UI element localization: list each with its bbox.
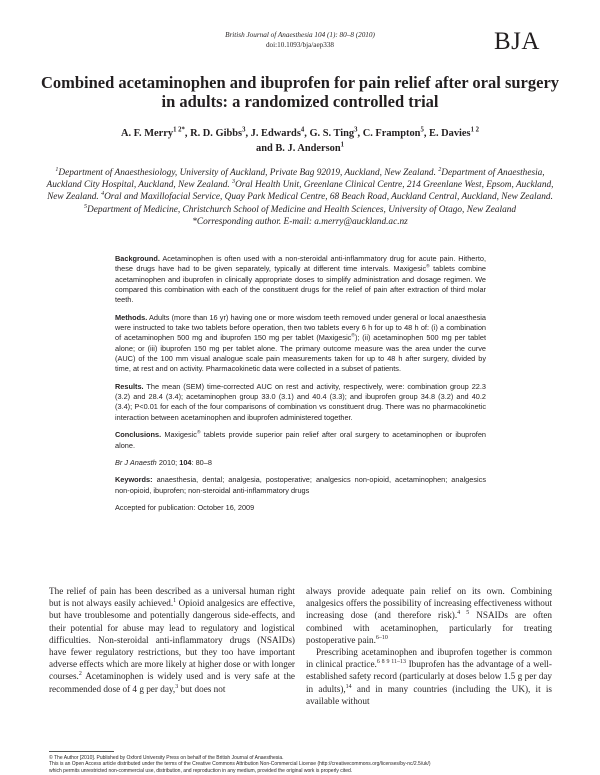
reference-mark: 3: [175, 683, 179, 690]
keywords: [115, 475, 486, 496]
body-paragraph: [49, 585, 295, 695]
affiliation-1: Department of Anaesthesiology, University of Auckland, Private Bag 92019, Auckland, New Zealand.: [58, 168, 436, 178]
author-affiliation-mark: 1 2: [470, 126, 480, 134]
keywords-text: anaesthesia, dental; analgesia, postoperative; analgesics non-opioid, acetaminophen; analgesics non-opioid, ibuprofen; non-steroidal anti-inflammatory drugs: [115, 475, 487, 495]
reference-mark: 4 5: [457, 610, 470, 617]
author-affiliation-mark: 1 2*: [173, 126, 185, 134]
abstract: [115, 254, 486, 520]
copyright-footer: [49, 755, 555, 774]
body-text: but does not: [178, 683, 226, 694]
affiliation-3: Oral Health Unit, Greenlane Clinical Centre, 214 Greenlane West, Epsom, Auckland, New Zealand.: [47, 180, 554, 203]
abstract-conclusions: [115, 430, 486, 451]
journal-logo: BJA: [494, 28, 540, 55]
journal-citation-line: British Journal of Anaesthesia 104 (1): 80–8 (2010): [225, 31, 375, 39]
registered-mark: ®: [196, 430, 201, 436]
corresponding-author: *Corresponding author. E-mail: a.merry@auckland.ac.nz: [192, 216, 408, 227]
body-column-left: [49, 585, 295, 695]
citation-volume: 104: [179, 457, 192, 467]
citation-journal: Br J Anaesth: [115, 457, 157, 467]
body-text: NSAIDs are often combined with acetaminophen, particularly for treating postoperative pain.: [306, 610, 552, 645]
section-label: Keywords:: [115, 475, 153, 485]
body-column-right: [306, 585, 552, 707]
reference-mark: 6 8 9 11–13: [376, 659, 406, 666]
author-name: B. J. Anderson: [275, 143, 341, 154]
body-text: Prescribing acetaminophen and ibuprofen together is common in clinical practice.: [306, 647, 552, 670]
body-paragraph: [306, 646, 552, 707]
author-name: G. S. Ting: [309, 128, 355, 139]
author-affiliation-mark: 5: [420, 126, 424, 134]
author-name: A. F. Merry: [120, 128, 174, 139]
citation-year: 2010;: [156, 457, 180, 467]
author-list: A. F. Merry$^{1 2*}$, R. D. Gibbs$^3$, J. Edwards$^4$, G. S. Ting$^3$, C. Frampton$^5$, E. Davies$^{1 2}$ and B. J. Anderson$^1$: [120, 126, 480, 154]
body-text: always provide adequate pain relief on its own. Combining analgesics offers the possibility of increasing effectiveness without increasing dose (and therefore risk).: [306, 586, 552, 621]
abstract-text: ); (ii) acetaminophen 500 mg per tablet alone; or (iii) ibuprofen 150 mg per tablet alone. The primary outcome measure was the area under the curve (AUC) of the 100 mm visual analogue scale pain measurements taken for up to 48 h after surgery, divided by time, at rest and on activity. Pharmacokinetic data were collected in a subset of patients.: [115, 333, 486, 374]
section-label: Methods.: [115, 312, 148, 322]
abstract-text: tablets provide superior pain relief after oral surgery to acetaminophen or ibuprofen alone.: [115, 430, 486, 450]
abstract-text: Maxigesic: [164, 430, 197, 440]
article-citation: [115, 458, 486, 468]
author-affiliation-mark: 3: [242, 126, 246, 134]
affiliation-number: 1: [55, 166, 59, 173]
body-text: and in many countries (including the UK), it is available without: [306, 683, 552, 706]
affiliation-number: 3: [232, 179, 236, 186]
license-line: This is an Open Access article distributed under the terms of the Creative Commons Attribution Non-Commercial License (http://creativecommons.org/licenses/by-nc/2.5/uk/): [49, 761, 431, 768]
section-label: Results.: [115, 381, 144, 391]
section-label: Conclusions.: [115, 430, 162, 440]
body-text: The relief of pain has been described as a universal human right but is not always easily achieved.: [49, 586, 295, 609]
author-affiliation-mark: 3: [354, 126, 358, 134]
body-paragraph: [306, 585, 552, 646]
accepted-date: Accepted for publication: October 16, 2009: [115, 502, 255, 512]
reference-mark: 14: [345, 683, 352, 690]
body-text: Opioid analgesics are effective, but have troublesome and potentially dangerous side-effects, and their potential for abuse may lead to regulatory and logistical difficulties. Non-steroidal anti-inflammatory drugs (NSAIDs) have fewer regulatory restrictions, but they too have important adverse effects which are more likely at higher dose or with longer courses.: [49, 598, 295, 682]
affiliation-number: 2: [438, 166, 442, 173]
section-label: Background.: [115, 254, 160, 263]
author-conjunction: and: [256, 143, 273, 154]
abstract-methods: [115, 313, 486, 375]
abstract-results: [115, 382, 486, 423]
author-affiliation-mark: 1: [340, 141, 344, 149]
affiliation-number: 4: [101, 191, 105, 198]
author-name: R. D. Gibbs: [190, 128, 243, 139]
affiliation-4: Oral and Maxillofacial Service, Quay Park Medical Centre, 68 Beach Road, Auckland Central, Auckland, New Zealand.: [104, 192, 553, 203]
copyright-line: © The Author [2010]. Published by Oxford University Press on behalf of the British Journal of Anaesthesia.: [49, 755, 284, 761]
registered-mark: ®: [351, 333, 355, 339]
abstract-text: Acetaminophen is often used with a non-steroidal anti-inflammatory drug for acute pain. Hitherto, these drugs have had to be given separately, typically at different time intervals. Maxigesic: [115, 254, 486, 274]
affiliation-2: Department of Anaesthesia, Auckland City Hospital, Auckland, New Zealand.: [46, 168, 545, 191]
author-affiliation-mark: 4: [300, 126, 305, 134]
doi-line: doi:10.1093/bja/aep338: [265, 41, 335, 49]
author-name: C. Frampton: [362, 128, 421, 139]
license-terms-line: which permits unrestricted non-commercial use, distribution, and reproduction in any medium, provided the original work is properly cited.: [49, 767, 353, 774]
abstract-text: The mean (SEM) time-corrected AUC on rest and activity, respectively, were: combination group 22.3 (3.2) and 28.4 (3.4); acetaminophen group 33.0 (3.1) and 40.4 (3.3); and ibuprofen group 34.8 (3.2) and 40.2 (3.4); P<0.01 for each of the four comparisons of combination vs constituent drug. There was no pharmacokinetic interaction between acetaminophen and ibuprofen administered together.: [115, 381, 486, 422]
body-text: Ibuprofen has the advantage of a well-established safety record (particularly at doses below 1.5 g per day in adults),: [306, 659, 552, 694]
author-name: E. Davies: [429, 128, 471, 139]
reference-mark: 1: [173, 598, 177, 605]
abstract-text: tablets combine acetaminophen and ibuprofen in clinically appropriate doses to simplify administration and dosage regimen. We compared this combination with each of the constituent drugs for the relief of pain after extraction of third molar teeth.: [115, 264, 486, 305]
body-text: Acetaminophen is widely used and is very safe at the recommended dose of 4 g per day,: [49, 671, 295, 694]
abstract-text: Adults (more than 16 yr) having one or more wisdom teeth removed under general or local anaesthesia were instructed to take two tablets before operation, then two tablets every 6 h for up to 48 h of: (i) a combination of acetaminophen 500 mg and ibuprofen 150 mg per tablet (Maxigesic: [115, 312, 486, 343]
footnote-rule: [49, 751, 114, 752]
affiliations: [46, 167, 554, 228]
reference-mark: 2: [78, 671, 82, 678]
abstract-background: [115, 254, 486, 306]
registered-mark: ®: [426, 264, 430, 270]
article-title: Combined acetaminophen and ibuprofen for pain relief after oral surgery in adults: a randomized controlled trial: [40, 73, 560, 111]
author-name: J. Edwards: [250, 128, 301, 139]
affiliation-5: Department of Medicine, Christchurch School of Medicine and Health Sciences, University of Otago, New Zealand: [86, 204, 517, 215]
citation-pages: : 80–8: [191, 457, 212, 467]
affiliation-number: 5: [83, 203, 87, 210]
reference-mark: 6–10: [375, 634, 388, 641]
